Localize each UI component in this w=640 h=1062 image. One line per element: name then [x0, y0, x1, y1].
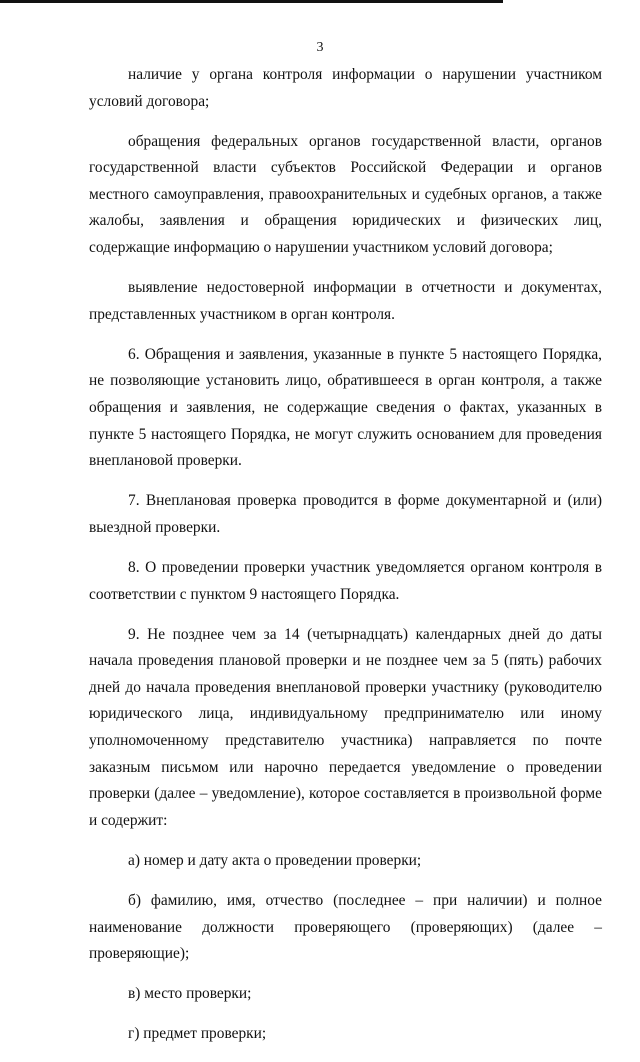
paragraph-item-6: 6. Обращения и заявления, указанные в пункте 5 настоящего Порядка, не позволяющие установить лицо, обратившееся в орган контроля, а также обращения и заявления, не содержащие сведения о фактах, указанных в пункте 5 настоящего Порядка, не могут служить основанием для проведения внеплановой проверки. — [89, 345, 602, 470]
paragraph-item-7: 7. Внеплановая проверка проводится в форме документарной и (или) выездной проверки. — [89, 492, 602, 536]
paragraph-subitem-a: а) номер и дату акта о проведении проверки; — [128, 851, 422, 869]
paragraph-subitem-v: в) место проверки; — [128, 985, 252, 1003]
paragraph-item-9: 9. Не позднее чем за 14 (четырнадцать) календарных дней до даты начала проведения плановой проверки и не позднее чем за 5 (пять) рабочих дней до начала проведения внеплановой проверки участнику (руководителю юридического лица, индивидуальному предпринимателю или иному уполномоченному представителю участника) направляется по почте заказным письмом или нарочно передается уведомление о проведении проверки (далее – уведомление), которое составляется в произвольной форме и содержит: — [89, 625, 602, 829]
page-number: 3 — [316, 40, 324, 55]
paragraph-appeals: обращения федеральных органов государственной власти, органов государственной власти субъектов Российской Федерации и органов местного самоуправления, правоохранительных и судебных органов, а также жалобы, заявления и обращения юридических и физических лиц, содержащие информацию о нарушении участником условий договора; — [89, 132, 602, 257]
paragraph-item-8: 8. О проведении проверки участник уведомляется органом контроля в соответствии с пунктом 9 настоящего Порядка. — [89, 559, 602, 603]
paragraph-subitem-b: б) фамилию, имя, отчество (последнее – при наличии) и полное наименование должности проверяющего (проверяющих) (далее – проверяющие); — [89, 892, 602, 963]
paragraph-control-info: наличие у органа контроля информации о нарушении участником условий договора; — [89, 66, 602, 110]
top-border-line — [0, 0, 503, 3]
document-body — [89, 62, 602, 1062]
paragraph-unreliable-info: выявление недостоверной информации в отчетности и документах, представленных участником в орган контроля. — [89, 279, 602, 323]
paragraph-subitem-g: г) предмет проверки; — [128, 1025, 267, 1043]
